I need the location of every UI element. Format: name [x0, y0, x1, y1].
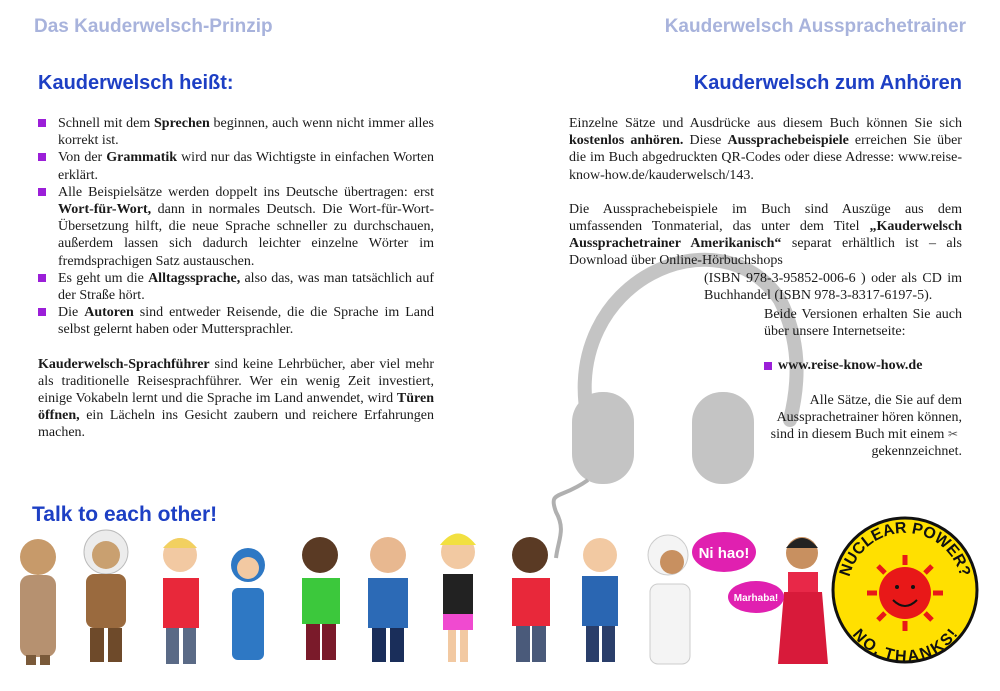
- character-turban-man: [648, 535, 690, 664]
- list-item: Es geht um die Alltagssprache, also das, was man tatsächlich auf der Straße hört.: [38, 270, 434, 304]
- character-scarf-man: [582, 538, 618, 662]
- sun-icon: [879, 567, 931, 619]
- bubble-text-marhaba: Marhaba!: [733, 593, 779, 604]
- character-man-green: [302, 537, 340, 660]
- trainer-paragraph: Die Aussprachebeispiele im Buch sind Auszüge aus dem umfassenden Tonmaterial, das unter dem Titel „Kauderwelsch Aussprachetrainer Amerikanisch“ separat erhältlich ist – als Download über Online-Hörbuchshops: [569, 201, 962, 269]
- bubble-text-nihao: Ni hao!: [698, 545, 750, 562]
- character-boy-red: [163, 538, 199, 664]
- character-bearded-man: [368, 537, 408, 662]
- marker-paragraph: Alle Sätze, die Sie auf dem Aussprachetrainer hören können, sind in diesem Buch mit einem ✂gekennzeichnet.: [770, 392, 962, 460]
- isbn-paragraph: (ISBN 978-3-95852-006-6 ) oder als CD im Buchhandel (ISBN 978-3-8317-6197-5).: [704, 270, 962, 303]
- character-man-red: [512, 537, 550, 662]
- audio-paragraph: Einzelne Sätze und Ausdrücke aus diesem Buch können Sie sich kostenlos anhören. Diese Aussprachebeispiele erreichen Sie über die im Buch abgedruckten QR-Codes oder diese Adresse: www.reise-know-how.de/kauderwelsch/143.: [569, 116, 962, 183]
- talk-heading: Talk to each other!: [32, 503, 218, 526]
- list-item: Schnell mit dem Sprechen beginnen, auch wenn nicht immer alles korrekt ist.: [38, 115, 434, 149]
- character-glasses-woman: [440, 534, 476, 663]
- list-item: Von der Grammatik wird nur das Wichtigste in einfachen Worten erklärt.: [38, 149, 434, 183]
- character-indian-woman: [778, 537, 828, 664]
- list-item: Die Autoren sind entweder Reisende, die die Sprache im Land selbst gelernt haben oder Muttersprachler.: [38, 304, 434, 338]
- character-monk: [20, 539, 56, 665]
- website-link[interactable]: www.reise-know-how.de: [764, 357, 962, 374]
- intro-paragraph: Kauderwelsch-Sprachführer sind keine Lehrbücher, aber viel mehr als traditionelle Reisesprachführer. Wer ein wenig Zeit investiert, einige Vokabeln lernt und die Sprache im Land anwendet, wird Türen öffnen, ein Lächeln ins Gesicht zaubern und reichere Erfahrungen machen.: [38, 356, 434, 441]
- list-item: Alle Beispielsätze werden doppelt ins Deutsche übertragen: erst Wort-für-Wort, dann in normales Deutsch. Die Wort-für-Wort-Übersetzung hilft, die neue Sprache schneller zu durchschauen, außerdem lassen sich dadurch leichter einzelne Wörter im fremdsprachigen Satz austauschen.: [38, 184, 434, 270]
- left-heading: Kauderwelsch heißt:: [38, 72, 234, 94]
- running-header-left: Das Kauderwelsch-Prinzip: [34, 16, 273, 37]
- running-header-right: Kauderwelsch Aussprachetrainer: [664, 16, 966, 37]
- versions-paragraph: Beide Versionen erhalten Sie auch über unsere Internetseite:: [764, 307, 962, 340]
- character-hijab-woman: [231, 548, 265, 660]
- badge-text-bottom: NO, THANKS!: [849, 626, 962, 666]
- badge-text-top: NUCLEAR POWER?: [836, 519, 974, 579]
- character-eskimo: [84, 530, 128, 662]
- ear-icon: ✂: [947, 427, 958, 442]
- right-heading: Kauderwelsch zum Anhören: [693, 72, 962, 94]
- anti-nuclear-badge: [833, 518, 977, 666]
